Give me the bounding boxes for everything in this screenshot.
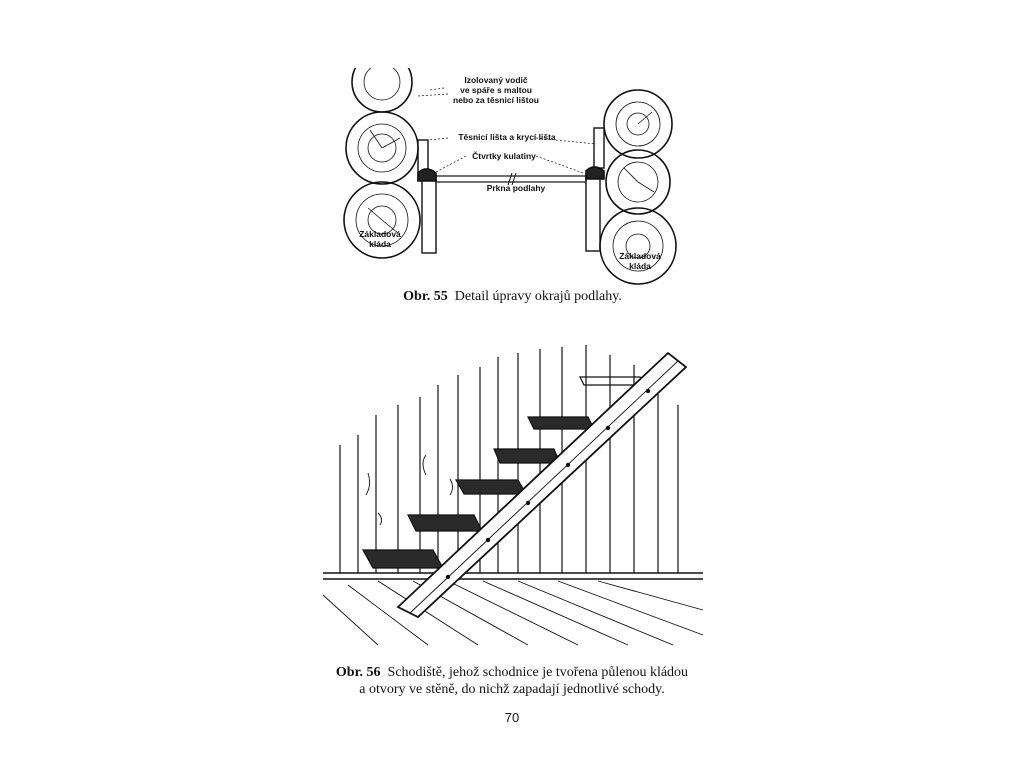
- stair-treads: [363, 377, 644, 568]
- caption-56-number: Obr. 56: [335, 665, 381, 680]
- label-base-log-left-1: Základová: [359, 229, 401, 239]
- label-quarter-logs: Čtvrtky kulatiny: [472, 151, 536, 161]
- label-wire-3: nebo za těsnicí lištou: [453, 95, 539, 105]
- label-wire-1: Izolovaný vodič: [464, 75, 528, 85]
- caption-56-text-2: a otvory ve stěně, do nichž zapadají jednotlivé schody.: [359, 682, 665, 697]
- figure-56-staircase-drawing: [318, 345, 708, 650]
- caption-figure-56: [300, 664, 724, 698]
- label-base-log-left-2: kláda: [369, 239, 391, 249]
- caption-55-number: Obr. 55: [403, 289, 448, 304]
- stair-stringer: [398, 353, 686, 617]
- caption-55-text: Detail úpravy okrajů podlahy.: [454, 289, 622, 304]
- page-number: 70: [504, 710, 520, 725]
- label-seal-strip: Těsnicí lišta a krycí lišta: [458, 132, 556, 142]
- caption-56-text-1: Schodiště, jehož schodnice je tvořena půlenou kládou: [387, 665, 689, 680]
- label-base-log-right-2: kláda: [629, 261, 651, 271]
- floor-planks: [323, 581, 703, 645]
- caption-56-line-1: [300, 664, 724, 681]
- label-base-log-right-1: Základová: [619, 251, 661, 261]
- label-floor-boards: Prkna podlahy: [486, 183, 546, 193]
- label-wire-2: ve spáře s maltou: [460, 85, 532, 95]
- caption-figure-55: [340, 288, 685, 305]
- staircase-drawing: [318, 345, 708, 650]
- figure-55-floor-edge-detail: [340, 68, 685, 286]
